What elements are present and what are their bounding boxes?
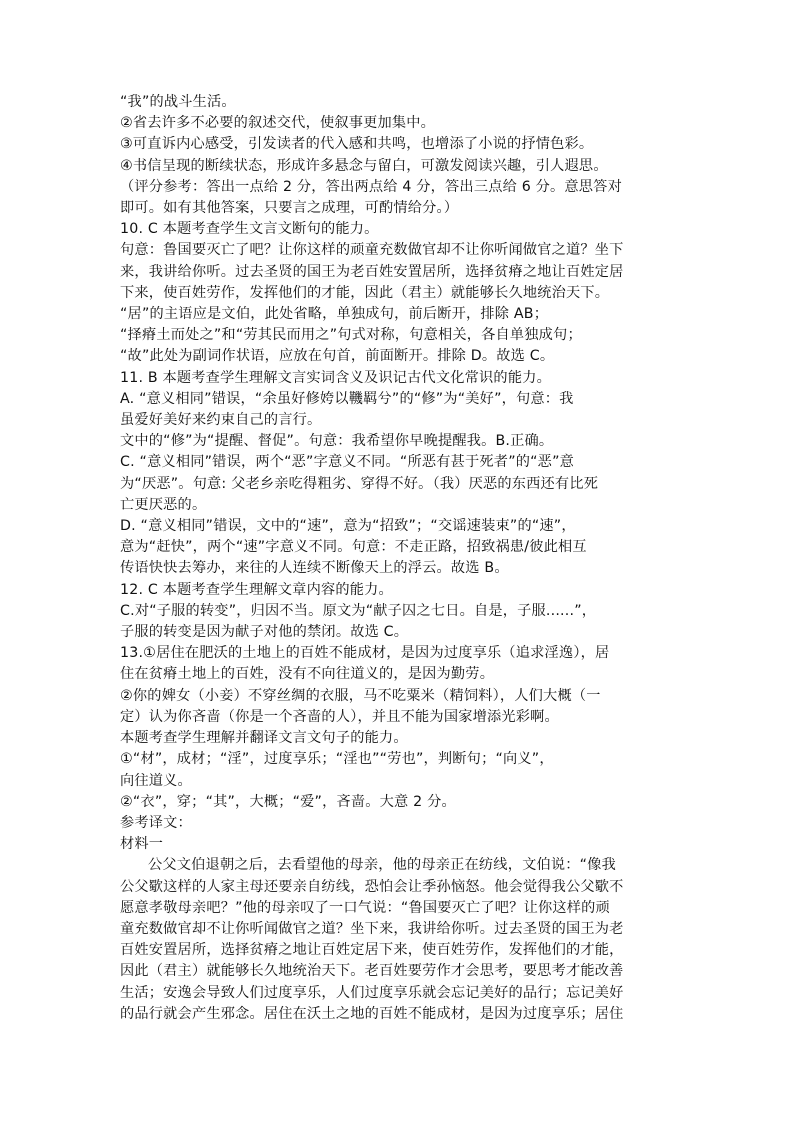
text-line: 11. B 本题考查学生理解文言实词含义及识记古代文化常识的能力。 <box>120 369 551 386</box>
text-line: ④书信呈现的断续状态，形成许多悬念与留白，可激发阅读兴趣，引人遐思。 <box>120 157 608 174</box>
text-line: 本题考查学生理解并翻译文言文句子的能力。 <box>120 730 408 747</box>
text-line: 住在贫瘠土地上的百姓，没有不向往道义的，是因为勤劳。 <box>120 666 495 683</box>
document-body <box>120 92 686 1025</box>
text-line: 即可。如有其他答案，只要言之成理，可酌情给分。） <box>120 200 459 217</box>
text-line: 意为“赶快”，两个“速”字意义不同。句意：不走正路，招致祸患/彼此相互 <box>120 539 587 556</box>
text-line: 来，我讲给你听。过去圣贤的国王为老百姓安置居所，选择贫瘠之地让百姓定居 <box>120 263 624 280</box>
text-line: ③可直诉内心感受，引发读者的代入感和共鸣，也增添了小说的抒情色彩。 <box>120 136 594 153</box>
text-line: 愿意孝敬母亲吧？”他的母亲叹了一口气说：“鲁国要灭亡了吧？让你这样的顽 <box>120 899 610 916</box>
text-line: 文中的“修”为“提醒、督促”。句意：我希望你早晚提醒我。B.正确。 <box>120 433 554 450</box>
text-line: 传语快快去筹办，来往的人连续不断像天上的浮云。故选 B。 <box>120 560 509 577</box>
text-line: C. “意义相同”错误，两个“恶”字意义不同。“所恶有甚于死者”的“恶”意 <box>120 454 575 471</box>
text-line: A. “意义相同”错误，“余虽好修姱以鞿羁兮”的“修”为“美好”，句意：我 <box>120 390 574 407</box>
text-line: ①“材”，成材；“淫”，过度享乐；“淫也”“劳也”，判断句；“向义”， <box>120 751 554 768</box>
text-line: 亡更厌恶的。 <box>120 496 207 513</box>
text-line: 公父文伯退朝之后，去看望他的母亲，他的母亲正在纺线，文伯说：“像我 <box>148 857 616 874</box>
text-line: 为“厌恶”。句意: 父老乡亲吃得粗劣、穿得不好。（我）厌恶的东西还有比死 <box>120 475 599 492</box>
text-line: 10. C 本题考查学生文言文断句的能力。 <box>120 221 379 238</box>
text-line: “择瘠土而处之”和“劳其民而用之”句式对称，句意相关，各自单独成句； <box>120 327 582 344</box>
text-line: ②你的婢女（小妾）不穿丝绸的衣服，马不吃粟米（精饲料），人们大概（一 <box>120 687 601 704</box>
text-line: “居”的主语应是文伯，此处省略，单独成句，前后断开，排除 AB； <box>120 306 549 323</box>
text-line: 的品行就会产生邪念。居住在沃土之地的百姓不能成材，是因为过度享乐；居住 <box>120 1005 624 1022</box>
text-line: D. “意义相同”错误，文中的“速”，意为“招致”；“交谣速装束”的“速”， <box>120 518 576 535</box>
text-line: 定）认为你吝啬（你是一个吝啬的人），并且不能为国家增添光彩啊。 <box>120 708 559 725</box>
text-line: “我”的战斗生活。 <box>120 94 236 110</box>
text-line: C.对“子服的转变”，归因不当。原文为“献子囚之七日。自是，子服......”， <box>120 602 597 619</box>
text-line: 百姓安置居所，选择贫瘠之地让百姓定居下来，使百姓劳作，发挥他们的才能， <box>120 942 624 959</box>
text-line: ②“衣”，穿；“其”，大概；“爱”，吝啬。大意 2 分。 <box>120 793 456 810</box>
text-line: 12. C 本题考查学生理解文章内容的能力。 <box>120 581 393 598</box>
text-line: 参考译文： <box>120 814 192 831</box>
text-line: 因此（君主）就能够长久地统治天下。老百姓要劳作才会思考，要思考才能改善 <box>120 963 624 980</box>
text-line: “故”此处为副词作状语，应放在句首，前面断开。排除 D。故选 C。 <box>120 348 555 365</box>
text-line: 生活；安逸会导致人们过度享乐，人们过度享乐就会忘记美好的品行；忘记美好 <box>120 984 624 1001</box>
text-line: 子服的转变是因为献子对他的禁闭。故选 C。 <box>120 624 409 641</box>
text-line: 13.①居住在肥沃的土地上的百姓不能成材，是因为过度享乐（追求淫逸），居 <box>120 645 610 662</box>
text-line: 下来，使百姓劳作，发挥他们的才能，因此（君主）就能够长久地统治天下。 <box>120 284 610 301</box>
text-line: （评分参考：答出一点给 2 分，答出两点给 4 分，答出三点给 6 分。意思答对 <box>120 178 622 195</box>
text-line: 童充数做官却不让你听闻做官之道？坐下来，我讲给你听。过去圣贤的国王为老 <box>120 920 624 937</box>
text-line: ②省去许多不必要的叙述交代，使叙事更加集中。 <box>120 115 436 132</box>
text-line: 句意：鲁国要灭亡了吧？让你这样的顽童充数做官却不让你听闻做官之道？坐下 <box>120 242 624 259</box>
text-line: 公父歜这样的人家主母还要亲自纺线，恐怕会让季孙恼怒。他会觉得我公父歜不 <box>120 878 624 895</box>
text-line: 虽爱好美好来约束自己的言行。 <box>120 412 322 429</box>
text-line: 向往道义。 <box>120 772 192 789</box>
text-line: 材料一 <box>120 836 164 853</box>
